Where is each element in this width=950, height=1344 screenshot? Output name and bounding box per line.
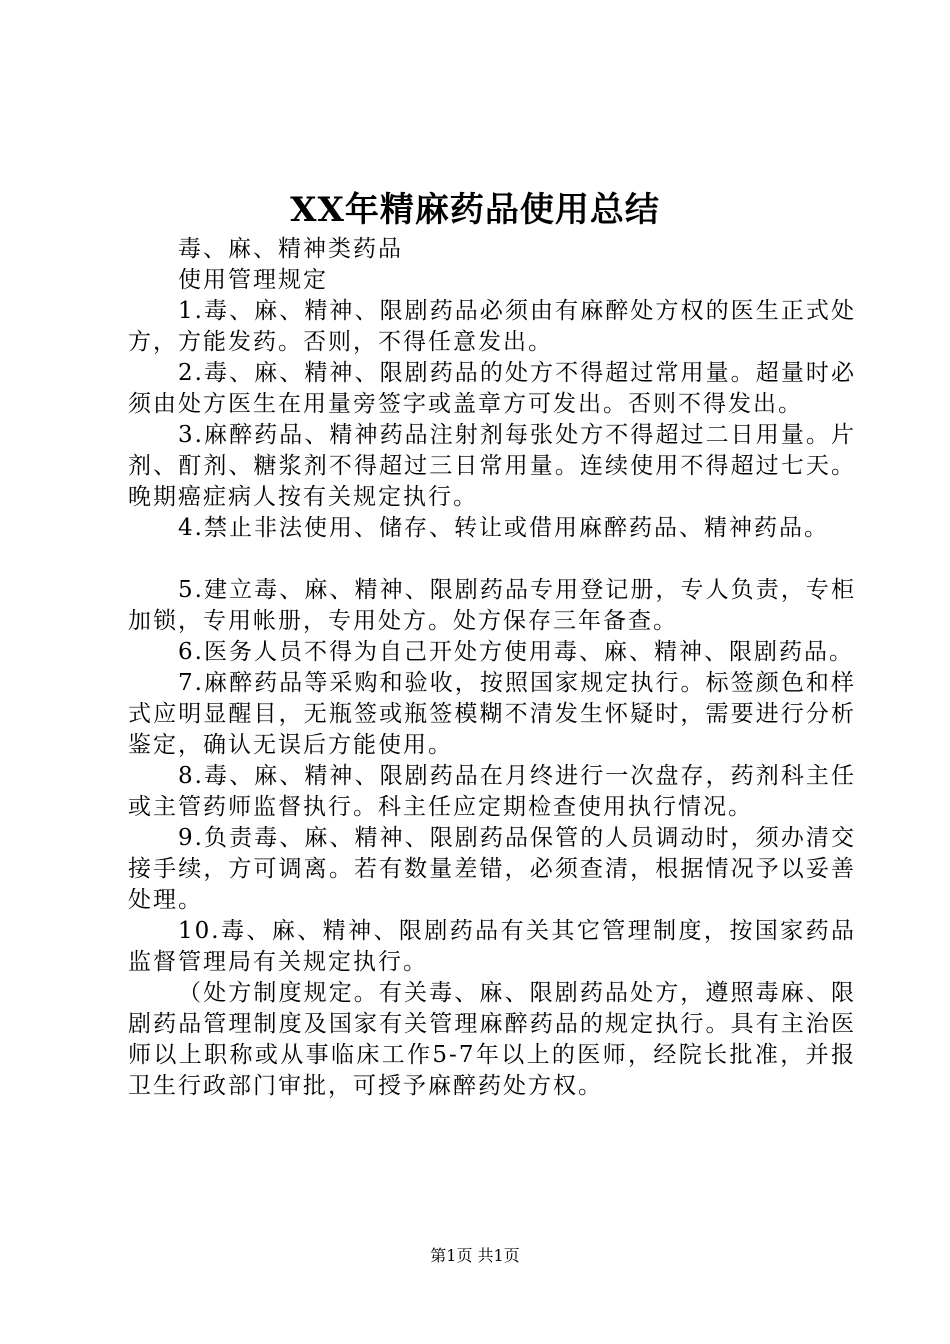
paragraph-prescription: （处方制度规定。有关毒、麻、限剧药品处方，遵照毒麻、限剧药品管理制度及国家有关管理麻醉药品的规定执行。具有主治医师以上职称或从事临床工作5-7年以上的医师，经院长批准，并报卫生行政部门审批，可授予麻醉药处方权。 [128, 980, 856, 1099]
paragraph-rule-9: 9.负责毒、麻、精神、限剧药品保管的人员调动时，须办清交接手续，方可调离。若有数量差错，必须查清，根据情况予以妥善处理。 [128, 825, 856, 913]
paragraph-rule-2: 2.毒、麻、精神、限剧药品的处方不得超过常用量。超量时必须由处方医生在用量旁签字或盖章方可发出。否则不得发出。 [128, 360, 856, 417]
paragraph-rule-1: 1.毒、麻、精神、限剧药品必须由有麻醉处方权的医生正式处方，方能发药。否则，不得任意发出。 [128, 298, 856, 355]
paragraph-rule-8: 8.毒、麻、精神、限剧药品在月终进行一次盘存，药剂科主任或主管药师监督执行。科主任应定期检查使用执行情况。 [128, 763, 856, 820]
paragraph-rule-6: 6.医务人员不得为自己开处方使用毒、麻、精神、限剧药品。 [178, 639, 854, 665]
paragraph-rule-4: 4.禁止非法使用、储存、转让或借用麻醉药品、精神药品。 [178, 515, 829, 541]
page-number: 第1页 共1页 [430, 1246, 520, 1265]
paragraph-rule-7: 7.麻醉药品等采购和验收，按照国家规定执行。标签颜色和样式应明显醒目，无瓶签或瓶签模糊不清发生怀疑时，需要进行分析鉴定，确认无误后方能使用。 [128, 670, 856, 758]
paragraph-rule-10: 10.毒、麻、精神、限剧药品有关其它管理制度，按国家药品监督管理局有关规定执行。 [128, 918, 856, 975]
document-body [128, 234, 856, 1102]
paragraph-rule-5: 5.建立毒、麻、精神、限剧药品专用登记册，专人负责，专柜加锁，专用帐册，专用处方。处方保存三年备查。 [128, 577, 856, 634]
paragraph-rule-3: 3.麻醉药品、精神药品注射剂每张处方不得超过二日用量。片剂、酊剂、糖浆剂不得超过三日常用量。连续使用不得超过七天。晚期癌症病人按有关规定执行。 [128, 422, 856, 510]
paragraph-heading-2: 使用管理规定 [178, 267, 328, 293]
document-title: XX年精麻药品使用总结 [290, 190, 660, 230]
paragraph-heading-1: 毒、麻、精神类药品 [178, 236, 403, 262]
